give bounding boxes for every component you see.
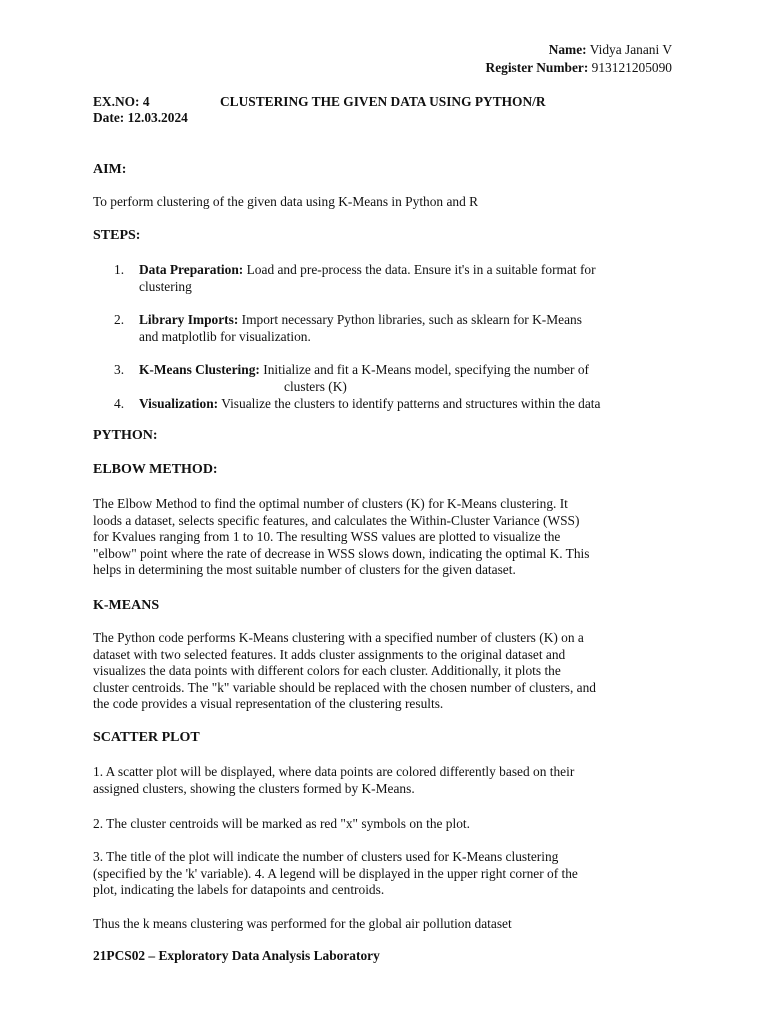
conclusion-text: Thus the k means clustering was performed for the global air pollution dataset (93, 916, 512, 931)
paragraph-line: dataset with two selected features. It adds cluster assignments to the original dataset and (93, 646, 566, 662)
paragraph-line: The Python code performs K-Means clustering with a specified number of clusters (K) on a (93, 630, 584, 645)
aim-heading: AIM: (93, 162, 127, 177)
step-label: K-Means Clustering: (139, 362, 260, 377)
scatter-point-2: 2. The cluster centroids will be marked as red "x" symbols on the plot. (93, 816, 470, 831)
footer-course: 21PCS02 – Exploratory Data Analysis Laboratory (93, 948, 380, 963)
step-number: 2. (114, 312, 125, 327)
step-label: Data Preparation: (139, 262, 244, 277)
register-value: 913121205090 (591, 60, 672, 75)
step-text: Visualize the clusters to identify patterns and structures within the data (221, 396, 601, 411)
name-label: Name: (548, 42, 587, 57)
step-item (114, 312, 684, 346)
step-text: Initialize and fit a K-Means model, specifying the number of (263, 362, 589, 377)
step-label: Visualization: (139, 396, 219, 411)
paragraph-line: assigned clusters, showing the clusters formed by K-Means. (93, 780, 415, 796)
aim-text: To perform clustering of the given data using K-Means in Python and R (93, 194, 479, 209)
elbow-heading: ELBOW METHOD: (93, 462, 218, 477)
exercise-title: CLUSTERING THE GIVEN DATA USING PYTHON/R (220, 94, 546, 109)
step-item (114, 396, 684, 414)
step-text: Load and pre-process the data. Ensure it's in a suitable format for (246, 262, 596, 277)
step-text-cont: and matplotlib for visualization. (139, 328, 311, 344)
student-name (549, 42, 672, 59)
elbow-paragraph (93, 496, 678, 579)
paragraph-line: The Elbow Method to find the optimal number of clusters (K) for K-Means clustering. It (93, 496, 568, 511)
exercise-date: Date: 12.03.2024 (93, 110, 188, 125)
step-text: Import necessary Python libraries, such as sklearn for K-Means (241, 312, 582, 327)
step-item (114, 262, 684, 296)
step-number: 4. (114, 396, 125, 411)
paragraph-line: 1. A scatter plot will be displayed, where data points are colored differently based on their (93, 764, 575, 779)
register-label: Register Number: (485, 60, 589, 75)
paragraph-line: for Kvalues ranging from 1 to 10. The resulting WSS values are plotted to visualize the (93, 529, 561, 544)
kmeans-heading: K-MEANS (93, 598, 160, 613)
paragraph-line: visualizes the data points with different colors for each cluster. Additionally, it plots the (93, 663, 561, 678)
paragraph-line: helps in determining the most suitable number of clusters for the given dataset. (93, 562, 516, 577)
paragraph-line: plot, indicating the labels for datapoints and centroids. (93, 882, 385, 897)
step-number: 1. (114, 262, 125, 277)
paragraph-line: "elbow" point where the rate of decrease in WSS slows down, indicating the optimal K. This (93, 545, 590, 561)
paragraph-line: cluster centroids. The "k" variable should be replaced with the chosen number of clusters, and (93, 679, 597, 695)
register-number (486, 60, 672, 77)
paragraph-line: loods a dataset, selects specific features, and calculates the Within-Cluster Variance (WSS) (93, 512, 580, 528)
paragraph-line: (specified by the 'k' variable). 4. A legend will be displayed in the upper right corner of the (93, 865, 578, 881)
scatter-point-3 (93, 849, 678, 899)
step-item (114, 362, 684, 396)
paragraph-line: 3. The title of the plot will indicate the number of clusters used for K-Means clustering (93, 849, 559, 864)
step-number: 3. (114, 362, 125, 377)
steps-heading: STEPS: (93, 228, 141, 243)
paragraph-line: the code provides a visual representation of the clustering results. (93, 696, 444, 711)
exercise-number: EX.NO: 4 (93, 94, 150, 109)
step-text-cont: clusters (K) (284, 378, 347, 394)
name-value: Vidya Janani V (589, 42, 672, 57)
scatter-heading: SCATTER PLOT (93, 730, 200, 745)
step-text-cont: clustering (139, 278, 192, 294)
kmeans-paragraph (93, 630, 678, 713)
scatter-point-1 (93, 764, 678, 797)
python-heading: PYTHON: (93, 428, 158, 443)
step-label: Library Imports: (139, 312, 239, 327)
